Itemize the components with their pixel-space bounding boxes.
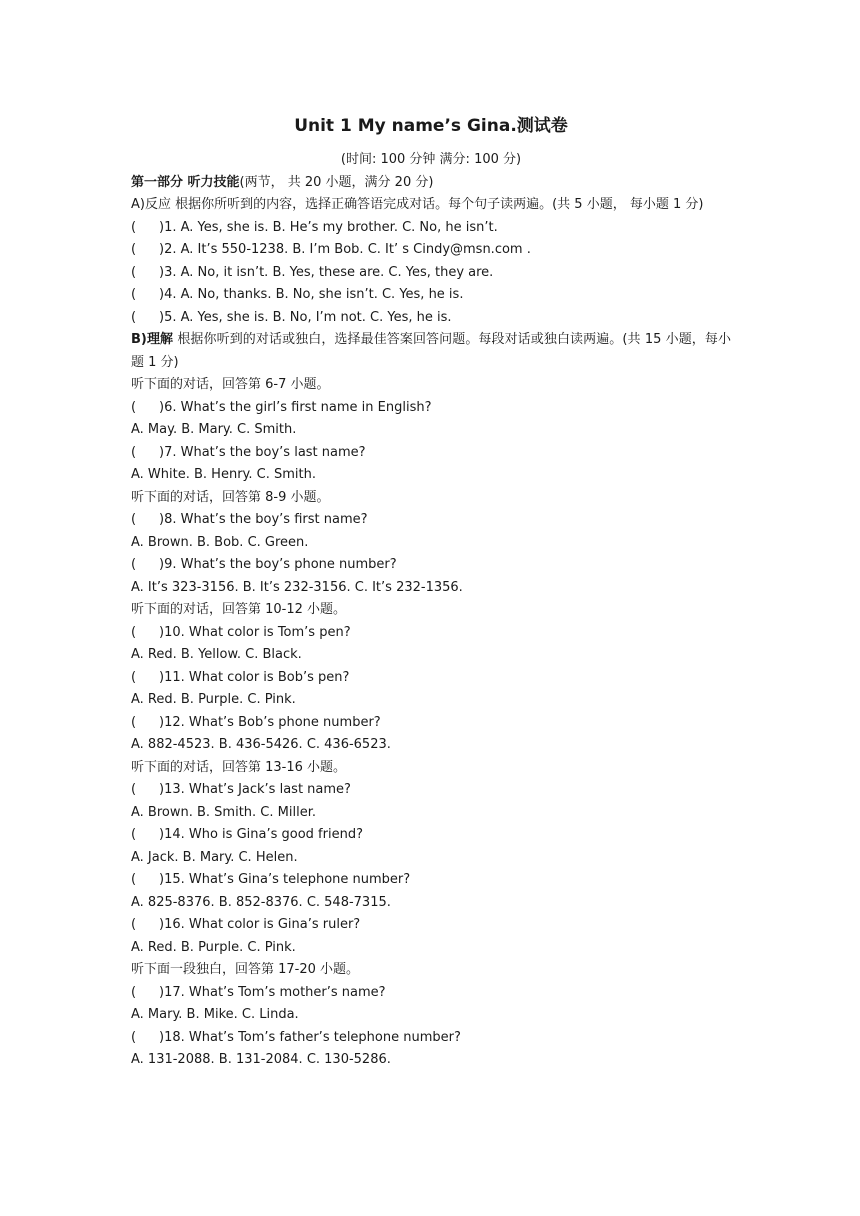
question-text: )18. What’s Tom’s father’s telephone number? [159, 1029, 461, 1045]
answer-blank[interactable] [131, 1027, 159, 1050]
question-line [131, 554, 731, 577]
answer-blank-paren: ( [131, 782, 137, 797]
answer-blank-paren: ( [131, 557, 137, 572]
answer-blank[interactable] [131, 262, 159, 285]
answer-blank[interactable] [131, 239, 159, 262]
answer-blank[interactable] [131, 982, 159, 1005]
question-line [131, 284, 731, 307]
question-line [131, 397, 731, 420]
section-a-questions [131, 217, 731, 330]
question-text: )2. A. It’s 550-1238. B. I’m Bob. C. It’ s Cindy@msn.com . [159, 242, 531, 257]
question-line [131, 239, 731, 262]
question-text: )15. What’s Gina’s telephone number? [159, 872, 411, 887]
question-text: )11. What color is Bob’s pen? [159, 669, 350, 685]
answer-blank-paren: ( [131, 984, 137, 1000]
text-line: A. Mary. B. Mike. C. Linda. [131, 1007, 299, 1022]
document-subtitle: (时间: 100 分钟 满分: 100 分) [340, 152, 522, 167]
answer-blank-paren: ( [131, 624, 137, 640]
question-text: )14. Who is Gina’s good friend? [159, 827, 363, 842]
answer-blank[interactable] [131, 869, 159, 892]
answer-blank[interactable] [131, 824, 159, 847]
text-line: A. Red. B. Yellow. C. Black. [131, 647, 302, 662]
answer-blank-paren: ( [131, 264, 137, 280]
document-title: Unit 1 My name’s Gina.测试卷 [294, 116, 568, 136]
question-text: )12. What’s Bob’s phone number? [159, 714, 381, 730]
text-line: 听下面的对话，回答第 13-16 小题。 [131, 759, 347, 775]
answer-blank-paren: ( [131, 872, 137, 887]
text-line: A. Jack. B. Mary. C. Helen. [131, 849, 298, 865]
part1-heading-bold: 第一部分 听力技能 [131, 174, 240, 190]
text-line: 听下面的对话，回答第 8-9 小题。 [131, 489, 330, 505]
answer-blank[interactable] [131, 667, 159, 690]
text-line: A. 825-8376. B. 852-8376. C. 548-7315. [131, 894, 391, 910]
question-text: )10. What color is Tom’s pen? [159, 624, 351, 640]
question-text: )16. What color is Gina’s ruler? [159, 917, 361, 932]
question-line [131, 779, 731, 802]
question-line [131, 622, 731, 645]
question-text: )8. What’s the boy’s first name? [159, 512, 368, 527]
answer-blank-paren: ( [131, 219, 137, 235]
answer-blank-paren: ( [131, 242, 137, 257]
answer-blank[interactable] [131, 217, 159, 240]
question-line [131, 1027, 731, 1050]
answer-blank-paren: ( [131, 309, 137, 325]
answer-blank[interactable] [131, 712, 159, 735]
section-b-questions [131, 374, 731, 1072]
question-text: )5. A. Yes, she is. B. No, I’m not. C. Yes, he is. [159, 309, 452, 325]
answer-blank[interactable] [131, 914, 159, 937]
answer-blank-paren: ( [131, 714, 137, 730]
question-line [131, 914, 731, 937]
answer-blank-paren: ( [131, 669, 137, 685]
text-line: A. 131-2088. B. 131-2084. C. 130-5286. [131, 1052, 391, 1067]
part1-heading-rest: (两节， 共 20 小题，满分 20 分) [239, 174, 434, 190]
question-text: )9. What’s the boy’s phone number? [159, 557, 397, 572]
question-line [131, 217, 731, 240]
text-line: A. 882-4523. B. 436-5426. C. 436-6523. [131, 737, 391, 752]
question-line [131, 307, 731, 330]
answer-blank-paren: ( [131, 512, 137, 527]
text-line: A. May. B. Mary. C. Smith. [131, 422, 297, 437]
section-b-text: 根据你听到的对话或独白，选择最佳答案回答问题。每段对话或独白读两遍。(共 15 小题，每小题 1 分) [131, 332, 731, 370]
question-text: )6. What’s the girl’s first name in English? [159, 399, 432, 415]
answer-blank[interactable] [131, 622, 159, 645]
question-text: )1. A. Yes, she is. B. He’s my brother. C. No, he isn’t. [159, 219, 498, 235]
text-line: A. White. B. Henry. C. Smith. [131, 467, 316, 482]
answer-blank[interactable] [131, 284, 159, 307]
answer-blank[interactable] [131, 779, 159, 802]
answer-blank-paren: ( [131, 917, 137, 932]
question-text: )3. A. No, it isn’t. B. Yes, these are. C. Yes, they are. [159, 264, 494, 280]
question-line [131, 442, 731, 465]
text-line: A. Red. B. Purple. C. Pink. [131, 939, 296, 955]
text-line: 听下面的对话，回答第 6-7 小题。 [131, 377, 330, 392]
question-text: )13. What’s Jack’s last name? [159, 782, 351, 797]
question-line [131, 869, 731, 892]
section-b-instructions [131, 329, 731, 374]
part1-heading [131, 172, 731, 195]
document-page [131, 112, 731, 1072]
answer-blank[interactable] [131, 554, 159, 577]
text-line: A. It’s 323-3156. B. It’s 232-3156. C. It’s 232-1356. [131, 579, 463, 595]
answer-blank[interactable] [131, 442, 159, 465]
answer-blank-paren: ( [131, 444, 137, 460]
section-b-label: B)理解 [131, 332, 174, 347]
question-line [131, 824, 731, 847]
answer-blank-paren: ( [131, 827, 137, 842]
question-text: )7. What’s the boy’s last name? [159, 444, 366, 460]
question-line [131, 982, 731, 1005]
question-line [131, 712, 731, 735]
answer-blank[interactable] [131, 509, 159, 532]
question-text: )17. What’s Tom’s mother’s name? [159, 984, 386, 1000]
section-a-instructions: A)反应 根据你所听到的内容，选择正确答语完成对话。每个句子读两遍。(共 5 小题， 每小题 1 分) [131, 197, 704, 212]
answer-blank[interactable] [131, 397, 159, 420]
text-line: 听下面一段独白，回答第 17-20 小题。 [131, 962, 360, 977]
question-line [131, 262, 731, 285]
text-line: 听下面的对话，回答第 10-12 小题。 [131, 602, 347, 617]
question-text: )4. A. No, thanks. B. No, she isn’t. C. Yes, he is. [159, 287, 464, 302]
question-line [131, 509, 731, 532]
text-line: A. Brown. B. Smith. C. Miller. [131, 804, 316, 820]
answer-blank-paren: ( [131, 399, 137, 415]
text-line: A. Brown. B. Bob. C. Green. [131, 534, 309, 550]
answer-blank-paren: ( [131, 1029, 137, 1045]
text-line: A. Red. B. Purple. C. Pink. [131, 692, 296, 707]
answer-blank-paren: ( [131, 287, 137, 302]
question-line [131, 667, 731, 690]
answer-blank[interactable] [131, 307, 159, 330]
